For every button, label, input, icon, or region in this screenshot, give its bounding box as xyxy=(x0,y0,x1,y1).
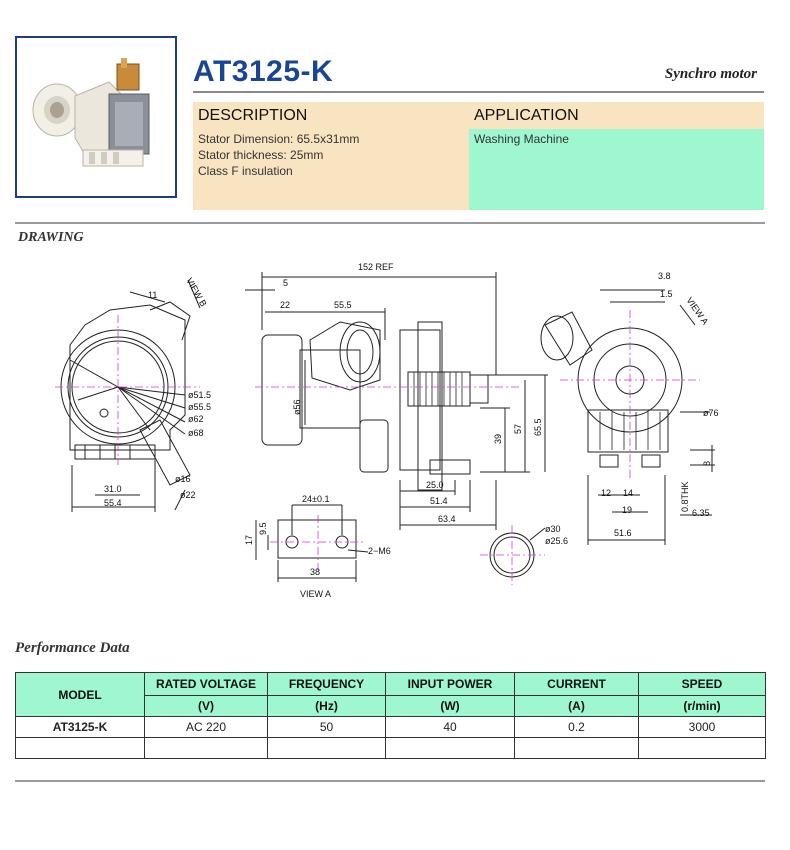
dim-text: 51.6 xyxy=(614,528,632,538)
dim-text: VIEW A xyxy=(684,295,711,327)
description-body xyxy=(193,129,469,210)
technical-drawing xyxy=(0,250,790,610)
dim-text: 11 xyxy=(148,290,158,300)
dim-text: 51.4 xyxy=(430,496,448,506)
dim-text: ø22 xyxy=(180,490,196,500)
dim-text: 31.0 xyxy=(104,484,122,494)
dim-text: 152 REF xyxy=(358,262,394,272)
model-title: AT3125-K xyxy=(193,55,334,88)
unit-cell: (Hz) xyxy=(268,696,386,717)
dim-text: ø51.5 xyxy=(188,390,212,400)
application-body xyxy=(469,129,764,210)
table-cell: AC 220 xyxy=(145,717,268,738)
dim-text: 55.5 xyxy=(334,300,352,310)
dim-text: ø56 xyxy=(292,399,302,415)
table-cell: 40 xyxy=(386,717,515,738)
description-line: Stator Dimension: 65.5x31mm xyxy=(198,132,360,146)
unit-cell: (r/min) xyxy=(639,696,766,717)
header-cell-power: INPUT POWER xyxy=(386,673,515,696)
dim-text: VIEW A xyxy=(300,589,332,599)
description-heading: DESCRIPTION xyxy=(193,102,469,129)
description-line: Stator thickness: 25mm xyxy=(198,148,324,162)
side-view xyxy=(245,272,548,530)
dim-text: 6.35 xyxy=(692,508,710,518)
dim-text: 63.4 xyxy=(438,514,456,524)
drawing-label: DRAWING xyxy=(18,230,84,245)
header-cell-voltage: RATED VOLTAGE xyxy=(145,673,268,696)
dim-text: ø68 xyxy=(188,428,204,438)
dim-text: 14 xyxy=(623,488,634,498)
application-heading: APPLICATION xyxy=(469,102,764,129)
dim-text: 25.0 xyxy=(426,480,444,490)
table-row-empty xyxy=(16,738,766,759)
table-cell: 50 xyxy=(268,717,386,738)
unit-cell: (A) xyxy=(515,696,639,717)
header-cell-speed: SPEED xyxy=(639,673,766,696)
performance-label: Performance Data xyxy=(15,640,130,656)
dim-text: 38 xyxy=(310,567,321,577)
dim-text: 22 xyxy=(280,300,291,310)
application-line: Washing Machine xyxy=(474,132,569,146)
dim-text: 9.5 xyxy=(258,522,268,535)
dim-text: ø62 xyxy=(188,414,204,424)
dim-text: 2−M6 xyxy=(368,546,391,556)
table-row xyxy=(16,717,766,738)
header-cell-current: CURRENT xyxy=(515,673,639,696)
footer-divider xyxy=(15,780,765,782)
dim-text: 19 xyxy=(622,505,633,515)
product-photo xyxy=(15,36,177,198)
dim-text: 55.4 xyxy=(104,498,122,508)
unit-cell: (W) xyxy=(386,696,515,717)
dim-text: ø30 xyxy=(545,524,561,534)
dim-text: 5 xyxy=(283,278,289,288)
centerlines xyxy=(55,310,700,585)
header-cell-model: MODEL xyxy=(16,673,145,717)
unit-cell: (V) xyxy=(145,696,268,717)
dim-text: 3.8 xyxy=(658,271,671,281)
table-cell: 3000 xyxy=(639,717,766,738)
table-cell: 0.2 xyxy=(515,717,639,738)
shaft-detail xyxy=(490,528,545,577)
performance-table xyxy=(15,672,766,759)
dim-text: 1.5 xyxy=(660,289,673,299)
title-rule xyxy=(193,91,764,93)
dim-text: VIEW B xyxy=(184,276,209,309)
table-cell: AT3125-K xyxy=(16,717,145,738)
table-header-row xyxy=(16,673,766,696)
dim-text: ø25.6 xyxy=(545,536,569,546)
dim-text: ø16 xyxy=(175,474,191,484)
dim-text: 12 xyxy=(601,488,612,498)
dim-text: ø55.5 xyxy=(188,402,212,412)
dim-text: 0.8THK xyxy=(680,481,690,512)
description-line: Class F insulation xyxy=(198,164,293,178)
product-subtitle: Synchro motor xyxy=(664,66,757,82)
dim-text: 57 xyxy=(513,423,523,434)
dim-text: 39 xyxy=(493,433,503,444)
dim-text: 24±0.1 xyxy=(302,494,330,504)
section-divider xyxy=(15,222,765,224)
dim-text: 65.5 xyxy=(533,418,543,436)
dim-text: ø76 xyxy=(703,408,719,418)
header-cell-frequency: FREQUENCY xyxy=(268,673,386,696)
dim-text: 8 xyxy=(702,460,712,466)
dim-text: 17 xyxy=(244,534,254,545)
